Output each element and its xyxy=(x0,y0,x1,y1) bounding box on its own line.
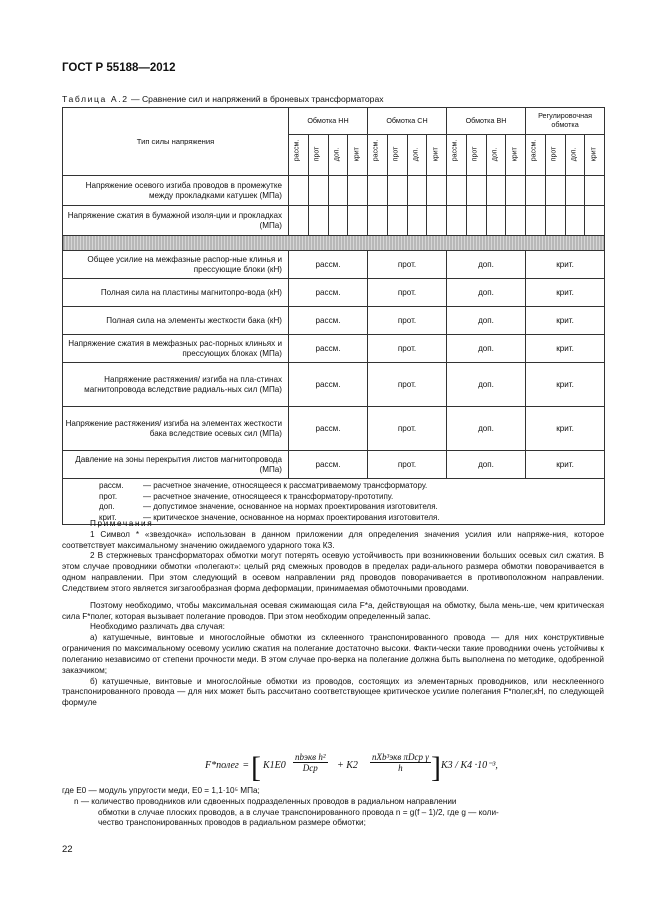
value-cell: прот. xyxy=(368,251,447,279)
value-cell: крит. xyxy=(526,251,605,279)
header-group: Обмотка СН xyxy=(368,108,447,135)
header-subcol: крит xyxy=(585,135,605,176)
legend-item: доп. — допустимое значение, основанное на нормах проектирования изготовителя. xyxy=(99,502,438,512)
row-label: Полная сила на элементы жесткости бака (кН) xyxy=(63,307,289,335)
notes-title: Примечания xyxy=(90,519,154,528)
empty-cell xyxy=(289,176,309,206)
paragraph-2: Необходимо различать два случая: xyxy=(90,622,225,632)
value-cell: крит. xyxy=(526,451,605,479)
value-cell: прот. xyxy=(368,407,447,451)
empty-cell xyxy=(328,206,348,236)
value-cell: доп. xyxy=(447,363,526,407)
header-subcol: доп. xyxy=(486,135,506,176)
empty-cell xyxy=(486,206,506,236)
empty-cell xyxy=(526,206,546,236)
value-cell: рассм. xyxy=(289,363,368,407)
value-cell: прот. xyxy=(368,335,447,363)
empty-cell xyxy=(565,206,585,236)
value-cell: крит. xyxy=(526,279,605,307)
header-subcol: доп. xyxy=(328,135,348,176)
empty-cell xyxy=(545,176,565,206)
page-number: 22 xyxy=(62,844,73,855)
header-subcol: рассм. xyxy=(289,135,309,176)
value-cell: рассм. xyxy=(289,279,368,307)
header-subcol: доп. xyxy=(565,135,585,176)
header-subcol: прот xyxy=(308,135,328,176)
formula-variables: где E0 — модуль упругости меди, E0 = 1,1·10⁵ МПа; n — количество проводников или сдвоенных подразделенных проводов в радиальном направлении обмотки в случае плоских проводов, а в случае транспонированного провода n = g(f – 1)/2, где g — коли- чество транспонированных проводов в радиальном размере обмотки; xyxy=(62,786,499,828)
notes-section xyxy=(62,519,604,709)
empty-cell xyxy=(585,176,605,206)
header-subcol: доп. xyxy=(407,135,427,176)
empty-cell xyxy=(289,206,309,236)
value-cell: доп. xyxy=(447,451,526,479)
header-subcol: рассм. xyxy=(447,135,467,176)
document-header: ГОСТ Р 55188—2012 xyxy=(62,62,176,74)
row-label: Напряжение сжатия в межфазных рас-порных клиньях и прессующих блоках (МПа) xyxy=(63,335,289,363)
value-cell: крит. xyxy=(526,363,605,407)
empty-cell xyxy=(427,206,447,236)
empty-cell xyxy=(565,176,585,206)
legend xyxy=(63,479,605,525)
header-subcol: прот xyxy=(466,135,486,176)
header-subcol: рассм. xyxy=(526,135,546,176)
empty-cell xyxy=(447,206,467,236)
note-1: 1 Символ * «звездочка» использован в данном приложении для определения значения усилия или напряже-ния, которое соответствует максимальному значению ожидаемого ударного тока КЗ. xyxy=(62,529,604,550)
value-cell: рассм. xyxy=(289,335,368,363)
header-subcol: рассм. xyxy=(368,135,388,176)
value-cell: доп. xyxy=(447,279,526,307)
value-cell: рассм. xyxy=(289,451,368,479)
header-subcol: прот xyxy=(545,135,565,176)
empty-cell xyxy=(387,176,407,206)
value-cell: доп. xyxy=(447,307,526,335)
note-2: 2 В стержневых трансформаторах обмотки могут потерять осевую устойчивость при возникновении больших осевых сил сжатия. В этом случае проводники обмотки «полегают»: целый ряд смежных проводов в пределах ради-ального размера обмотки поворачивается в одном направлении. При этом следующий в осевом направлении ряд проводов поворачивается в противоположном направлении. Следствием этого является зигзагообразная форма деформации, принимаемая обмоточными проводами. xyxy=(62,551,604,593)
empty-cell xyxy=(545,206,565,236)
table-caption: Таблица А.2 — Сравнение сил и напряжений в броневых трансформаторах xyxy=(62,94,384,104)
value-cell: крит. xyxy=(526,335,605,363)
paragraph-4: б) катушечные, винтовые и многослойные обмотки из проводов, состоящих из элементарных проводников, или несклеенного транспонированного провода — для них может быть рассчитано соответствующее критическое усилие полегания F*полег,кН, по следующей формуле xyxy=(62,676,604,708)
legend-item: крит. — критическое значение, основанное на нормах проектирования изготовителя. xyxy=(99,512,440,522)
empty-cell xyxy=(387,206,407,236)
header-subcol: крит xyxy=(427,135,447,176)
value-cell: прот. xyxy=(368,363,447,407)
empty-cell xyxy=(466,206,486,236)
paragraph-3: а) катушечные, винтовые и многослойные обмотки из склеенного транспонированного провода — для них конструктивные ограничения по максимальному осевому усилию сжатия на полегание достаточно высоки. Факти-чески такие проводники очень устойчивы к полеганию независимо от степени прочности меди. В этом случае про-верка на полегание должна быть выполнена по методике, одобренной заказчиком; xyxy=(62,633,604,675)
empty-cell xyxy=(427,176,447,206)
header-type: Тип силы напряжения xyxy=(63,108,289,176)
row-label: Общее усилие на межфазные распор-ные клинья и прессующие блоки (кН) xyxy=(63,251,289,279)
legend-item: прот. — расчетное значение, относящееся к трансформатору-прототипу. xyxy=(99,491,394,501)
value-cell: доп. xyxy=(447,335,526,363)
row-label: Напряжение растяжения/ изгиба на элементах жесткости бака вследствие осевых сил (МПа) xyxy=(63,407,289,451)
value-cell: прот. xyxy=(368,451,447,479)
empty-cell xyxy=(348,206,368,236)
empty-cell xyxy=(585,206,605,236)
value-cell: доп. xyxy=(447,251,526,279)
value-cell: крит. xyxy=(526,407,605,451)
header-subcol: крит xyxy=(506,135,526,176)
empty-cell xyxy=(328,176,348,206)
value-cell: доп. xyxy=(447,407,526,451)
empty-cell xyxy=(447,176,467,206)
header-group: Обмотка НН xyxy=(289,108,368,135)
row-label: Напряжение сжатия в бумажной изоля-ции и прокладках (МПа) xyxy=(63,206,289,236)
empty-cell xyxy=(466,176,486,206)
row-label: Полная сила на пластины магнитопро-вода (кН) xyxy=(63,279,289,307)
empty-cell xyxy=(526,176,546,206)
empty-cell xyxy=(368,176,388,206)
value-cell: крит. xyxy=(526,307,605,335)
comparison-table xyxy=(62,107,605,525)
value-cell: рассм. xyxy=(289,307,368,335)
empty-cell xyxy=(308,176,328,206)
header-subcol: крит xyxy=(348,135,368,176)
empty-cell xyxy=(506,206,526,236)
header-subcol: прот xyxy=(387,135,407,176)
paragraph-1: Поэтому необходимо, чтобы максимальная осевая сжимающая сила F*a, действующая на обмотку, была мень-ше, чем критическая сила F*полег, которая вызывает полегание проводов. При этом необходим определенный запас. xyxy=(62,600,604,621)
header-group: Обмотка ВН xyxy=(447,108,526,135)
empty-cell xyxy=(407,176,427,206)
empty-cell xyxy=(368,206,388,236)
empty-cell xyxy=(506,176,526,206)
empty-cell xyxy=(407,206,427,236)
header-group: Регулировочная обмотка xyxy=(526,108,605,135)
empty-cell xyxy=(348,176,368,206)
legend-item: рассм. — расчетное значение, относящееся к рассматриваемому трансформатору. xyxy=(99,481,428,490)
empty-cell xyxy=(308,206,328,236)
empty-cell xyxy=(486,176,506,206)
hatched-separator xyxy=(63,236,605,251)
row-label: Напряжение растяжения/ изгиба на пла-стинах магнитопровода вследствие радиаль-ных сил (МПа) xyxy=(63,363,289,407)
row-label: Напряжение осевого изгиба проводов в промежутке между прокладками катушек (МПа) xyxy=(63,176,289,206)
value-cell: прот. xyxy=(368,307,447,335)
value-cell: прот. xyxy=(368,279,447,307)
formula: F*полег = [ K1E0 nbэкв h² Dср + K2 nXb³экв πDср γ h ] K3 / K4 ·10⁻³, xyxy=(205,751,498,784)
row-label: Давление на зоны перекрытия листов магнитопровода (МПа) xyxy=(63,451,289,479)
value-cell: рассм. xyxy=(289,407,368,451)
value-cell: рассм. xyxy=(289,251,368,279)
